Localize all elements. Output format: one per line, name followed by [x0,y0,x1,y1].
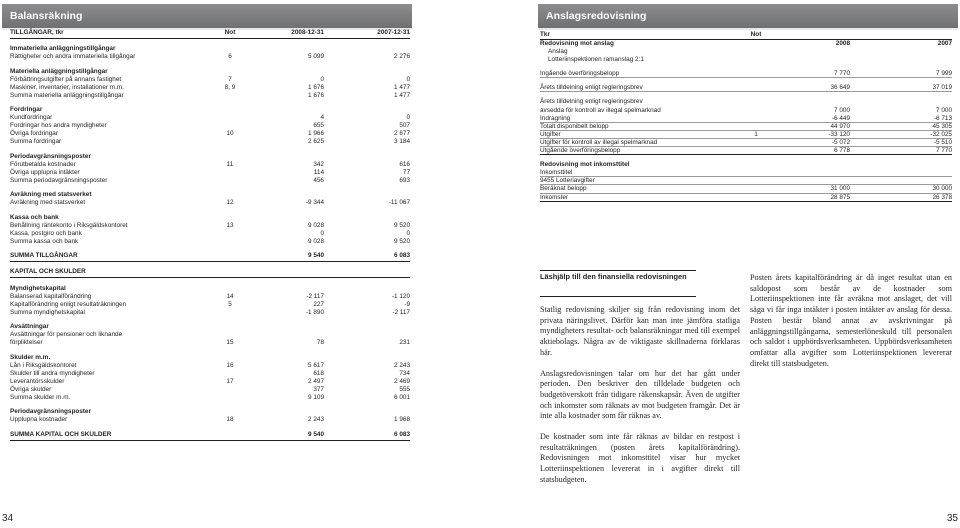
table-row [10,331,410,339]
row-value-2008: 4 [320,114,324,122]
row-value-2008: 44 970 [830,122,850,130]
row-value-2007: -6 713 [933,114,952,122]
section-heading [10,268,410,278]
row-value-2008: 618 [313,369,324,377]
table-row [540,107,952,115]
table-row [540,161,952,169]
table-row [10,130,410,138]
row-note: 1 [754,130,758,138]
row-label: Summa myndighetskapital [10,308,85,316]
row-value-2008: 9 028 [308,237,324,245]
table-row [540,115,952,123]
row-note: 12 [226,199,234,207]
row-value-2008: 0 [320,229,324,237]
row-value-2008: 342 [313,160,324,168]
row-value-2007: 0 [406,114,410,122]
table-row [10,339,410,347]
section-heading [10,153,410,161]
row-value-2007: -9 [404,300,410,308]
table-row [10,431,410,441]
column-label: Tkr [540,31,550,38]
balance-sheet-table [10,29,410,441]
table-row [540,131,952,139]
table-row [10,53,410,61]
row-label: Lotteriinspektionen ramanslag 2:1 [548,56,644,64]
row-value-2008: 9 540 [308,430,324,438]
table-row [540,98,952,106]
row-value-2007: 9 520 [394,221,410,229]
table-row [10,199,410,207]
column-2008: 2008-12-31 [291,29,324,36]
row-note: 8, 9 [224,83,236,91]
row-value-2007: -5 510 [933,138,952,146]
row-value-2007: 6 083 [394,252,410,260]
section-heading [10,106,410,114]
row-value-2007: -11 067 [388,199,410,207]
row-note: 10 [226,130,234,138]
table-row [10,114,410,122]
row-label: Utgifter för kontroll av illegal spelmarknad [540,138,658,146]
table-row [10,161,410,169]
row-value-2008: 5 099 [308,53,324,61]
row-label: Kapitalförändring enligt resultaträkningen [10,300,127,308]
table-row [10,122,410,130]
row-label: Årets tilldelning enligt regleringsbrev [540,84,643,92]
table-row [10,92,410,100]
table-row [10,309,410,317]
row-label: SUMMA KAPITAL OCH SKULDER [10,430,112,438]
row-value-2007: 2 469 [394,377,410,385]
section-heading [10,408,410,416]
row-label: Övriga skulder [10,385,52,393]
row-label: Kundfordringar [10,114,53,122]
row-value-2007: 9 520 [394,237,410,245]
table-row [10,394,410,402]
row-value-2008: 7 000 [834,106,850,114]
row-value-2007: 2 677 [394,130,410,138]
table-row [540,123,952,131]
row-value-2007: 37 019 [932,84,952,92]
row-value-2007: 26 378 [932,193,952,201]
row-label: Övriga upplupna intäkter [10,168,80,176]
paragraph: De kostnader som inte får räknas av bildar en restpost i resultaträkningen (posten årets kapitalförändring). Redovisningen mot inkomsttitel visar hur mycket Lotteriinspektionen levererat in i avgifter direkt till statsbudgeten. [540,432,740,484]
table-row [10,252,410,262]
appropriation-column-header [540,29,952,40]
row-label: Övriga fordringar [10,130,58,138]
row-note: 15 [226,339,234,347]
row-value-2008: 78 [316,339,324,347]
row-value-2008: 114 [313,168,324,176]
row-value-2007: 2 243 [394,361,410,369]
paragraph: Statlig redovisning skiljer sig från redovisning inom det privata näringslivet. Därför kan man inte jämföra statliga myndigheters resultat- och balansräkningar med till exempel aktiebolags. Några av de viktigaste skillnaderna förklaras här. [540,305,740,357]
row-value-2008: -9 344 [305,199,324,207]
row-label: Avsättningar [10,323,49,331]
row-label: avsedda för kontroll av illegal spelmarknad [540,106,661,114]
row-label: SUMMA TILLGÅNGAR [10,252,78,260]
table-row [10,84,410,92]
row-value-2007: 3 184 [394,138,410,146]
row-note: 18 [226,416,234,424]
row-value-2007: 1 477 [394,91,410,99]
page-number-left: 34 [2,513,14,524]
row-value-2008: 2 243 [308,416,324,424]
section-heading [10,285,410,293]
row-label: Summa kassa och bank [10,237,79,245]
row-value-2007: -2 117 [392,308,410,316]
row-value-2008: 9 109 [308,393,324,401]
row-label: Upplupna kostnader [10,416,68,424]
table-row [10,177,410,185]
section-heading [10,191,410,199]
row-label: Beräknat belopp [540,185,587,193]
row-value-2008: 655 [313,122,324,130]
row-label: Rättigheter och andra immateriella tillgångar [10,53,136,61]
row-label: förpliktelser [10,339,43,347]
row-value-2007: -32 025 [930,130,952,138]
section-heading [10,354,410,362]
row-value-2007: 6 083 [394,430,410,438]
table-row [10,76,410,84]
table-row [10,362,410,370]
row-value-2008: -6 449 [831,114,850,122]
column-label: TILLGÅNGAR, tkr [10,29,64,36]
row-value-2007: 555 [399,385,410,393]
row-value-2008: -33 120 [828,130,850,138]
row-label: Lån i Riksgäldskontoret [10,361,77,369]
paragraph: Anslagsredovisningen talar om hur det har gått under perioden. Den beskriver den tilldelade budgeten och budgetöverskott från tidigare räkenskapsår. Även de utgifter och inkomster som räknats av mot budgeten framgår. Det är inte alla kostnader som får räknas av. [540,368,740,421]
table-row [10,238,410,246]
table-row [540,56,952,64]
help-text-column-2 [750,273,952,379]
row-value-2008: 9 540 [308,252,324,260]
row-label: Leverantörsskulder [10,377,65,385]
row-label: Behållning räntekonto i Riksgäldskontoret [10,221,128,229]
row-value-2007: 507 [399,122,410,130]
row-value-2007: 0 [406,229,410,237]
column-not: Not [750,31,762,38]
row-label: Balanserad kapitalförändring [10,292,92,300]
row-value-2007: 2 276 [394,53,410,61]
row-label: Totalt disponibelt belopp [540,122,609,130]
table-row [540,194,952,202]
row-label: Anslag [548,48,568,56]
row-note: 6 [228,53,232,61]
row-label: Summa fordringar [10,138,62,146]
table-row [10,378,410,386]
row-value-2007: 231 [399,339,410,347]
row-label: Förbättringsutgifter på annans fastighet [10,75,122,83]
balance-sheet-header [2,4,412,30]
help-divider-bottom [540,296,696,297]
row-value-2008: 31 000 [830,185,850,193]
row-value-2008: 5 617 [308,361,324,369]
column-2008: 2008 [835,40,850,47]
row-value-2007: 7 000 [936,106,952,114]
row-value-2007: 7 770 [936,147,952,155]
row-note: 7 [228,75,232,83]
row-value-2008: -2 117 [306,292,324,300]
page-number-right: 35 [946,513,958,524]
paragraph: Posten årets kapitalförändring är då inget resultat utan en saldopost som består av de kostnader som Lotteriinspektionen inte får avräkna mot anslaget, det vill säga vi får inga intäkter i posten intäkter av anslag för dessa. Posten består bland annat av avskrivningar på anläggningstillgångarna, semesterlöneskuld till personalen och saldot i uppbördsverksamheten. Uppbördsverksamheten omfattar alla avgifter som Lotteriinspektionen levererar direkt till statsbudgeten. [750,273,952,368]
table-row [10,293,410,301]
row-value-2007: 1 968 [394,416,410,424]
row-label: Avsättningar för pensioner och liknande [10,331,123,339]
table-row [540,40,952,48]
table-row [540,177,952,185]
table-row [540,139,952,147]
right-page [480,0,960,528]
row-label: Inkomster [540,193,569,201]
row-note: 13 [226,221,234,229]
row-value-2008: 6 778 [834,147,850,155]
row-value-2008: 0 [320,75,324,83]
table-row [540,169,952,177]
row-value-2007: 734 [399,369,410,377]
row-label: Summa materiella anläggningstillgångar [10,91,124,99]
row-label: Ingående överföringsbelopp [540,70,620,78]
row-label: Fordringar [10,106,43,114]
row-label: Periodavgränsningsposter [10,152,91,160]
row-value-2008: -5 072 [831,138,850,146]
row-label: 9455 Lotteriavgifter [540,177,595,185]
row-label: Maskiner, inventarier, installationer m.m. [10,83,125,91]
row-value-2008: 2 497 [308,377,324,385]
table-row [540,70,952,78]
row-note: 17 [226,377,234,385]
row-value-2007: 45 305 [932,122,952,130]
row-label: Skulder till andra myndigheter [10,369,95,377]
balance-sheet-title: Balansräkning [10,10,83,22]
appropriation-table [540,29,952,202]
row-label: Utgående överföringsbelopp [540,147,621,155]
row-label: Fordringar hos andra myndigheter [10,122,107,130]
row-note: 14 [226,292,234,300]
row-label: Immateriella anläggningstillgångar [10,45,116,53]
section-heading [10,323,410,331]
row-value-2008: 1 676 [308,91,324,99]
column-not: Not [224,29,236,36]
table-row [540,147,952,155]
row-value-2008: 227 [313,300,324,308]
row-label: Kassa, postgiro och bank [10,229,82,237]
help-text-column-1 [540,305,740,496]
row-label: Årets tilldelning enligt regleringsbrev [540,98,643,106]
row-value-2008: 1 966 [308,130,324,138]
row-value-2007: 6 001 [394,393,410,401]
table-row [540,185,952,193]
table-row [10,138,410,146]
row-value-2008: 7 770 [834,70,850,78]
row-value-2008: 456 [313,176,324,184]
row-value-2008: 28 875 [830,193,850,201]
section-heading [10,68,410,76]
row-label: Summa periodavgränsningsposter [10,176,108,184]
column-2007: 2007 [937,40,952,47]
row-value-2007: 693 [399,176,410,184]
row-label: Avräkning med statsverket [10,191,92,199]
row-label: Materiella anläggningstillgångar [10,67,108,75]
row-label: Redovisning mot anslag [540,40,614,47]
appropriation-report-title: Anslagsredovisning [546,10,647,22]
row-value-2007: 616 [399,160,410,168]
table-row [10,169,410,177]
row-label: Kassa och bank [10,213,59,221]
row-value-2007: 30 000 [932,185,952,193]
table-row [10,222,410,230]
balance-sheet-column-header [10,29,410,39]
row-label: Summa skulder m.m. [10,393,71,401]
row-value-2007: -1 120 [391,292,410,300]
row-label: KAPITAL OCH SKULDER [10,268,86,276]
row-value-2008: -1 890 [305,308,324,316]
appropriation-report-header [538,4,958,30]
row-value-2008: 1 676 [308,83,324,91]
row-label: Indragning [540,114,571,122]
row-label: Redovisning mot inkomsttitel [540,161,630,169]
row-note: 5 [228,300,232,308]
row-label: Förutbetalda kostnader [10,160,76,168]
table-row [10,370,410,378]
row-note: 16 [226,361,234,369]
row-label: Periodavgränsningsposter [10,408,91,416]
table-row [10,230,410,238]
row-note: 11 [226,160,234,168]
help-divider-top [540,270,696,271]
row-value-2008: 9 028 [308,221,324,229]
column-2007: 2007-12-31 [377,29,410,36]
row-value-2007: 7 999 [936,70,952,78]
row-value-2007: 77 [402,168,410,176]
table-row [10,301,410,309]
row-value-2007: 1 477 [394,83,410,91]
row-value-2008: 36 649 [830,84,850,92]
section-heading [10,214,410,222]
table-row [540,48,952,56]
help-heading: Läshjälp till den finansiella redovisningen [540,272,687,281]
row-label: Inkomsttitel [540,169,573,177]
table-row [10,416,410,424]
row-label: Avräkning med statsverket [10,199,86,207]
row-label: Myndighetskapital [10,284,66,292]
table-row [540,84,952,92]
row-value-2008: 377 [313,385,324,393]
table-row [10,386,410,394]
row-label: Utgifter [540,130,561,138]
row-label: Skulder m.m. [10,353,51,361]
row-value-2007: 0 [406,75,410,83]
row-value-2008: 2 625 [308,138,324,146]
